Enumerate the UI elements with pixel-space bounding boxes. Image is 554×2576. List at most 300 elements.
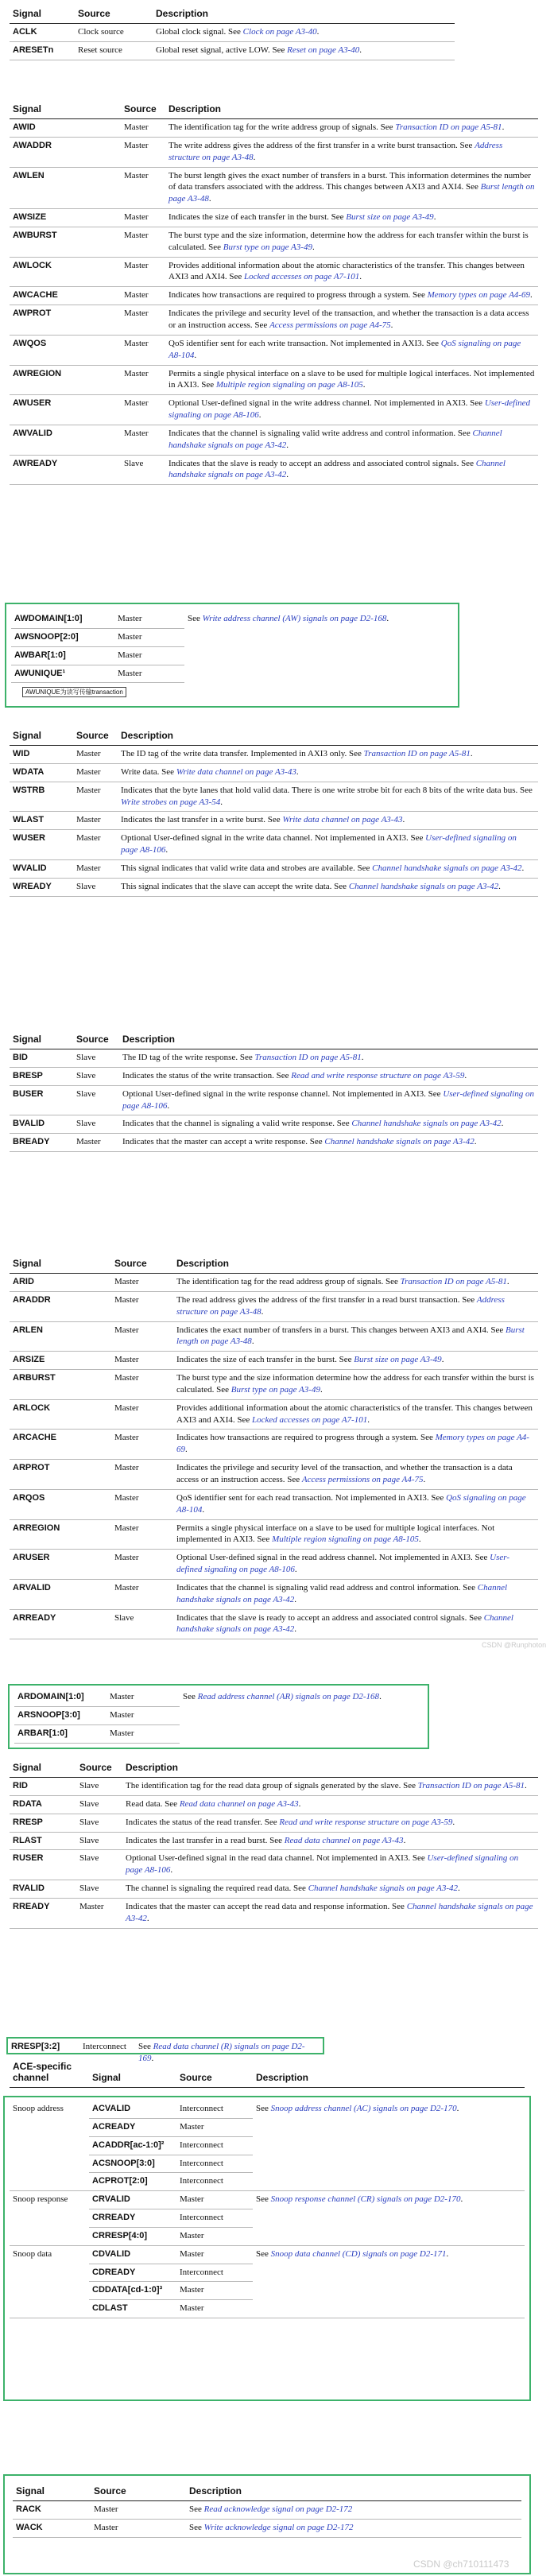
- description-text: Indicates that the channel is signaling valid read address and control information. See: [176, 1582, 478, 1593]
- signal-name: ARID: [10, 1274, 111, 1292]
- signal-description: [180, 1689, 424, 1743]
- signal-name: ARLOCK: [10, 1399, 111, 1430]
- signal-name: CDDATA[cd-1:0]³: [89, 2282, 176, 2300]
- cross-reference-link[interactable]: QoS signaling on page A8-104: [176, 1492, 526, 1515]
- description-tail: .: [298, 1798, 301, 1809]
- signal-name: AWBAR[1:0]: [11, 646, 114, 665]
- description-text: Indicates the exact number of transfers in a burst. This changes between AXI3 and AXI4. See: [176, 1325, 506, 1335]
- description-text: Indicates the privilege and security level of the transaction, and whether the transaction is a data access or an instruction access. See: [169, 308, 529, 330]
- cross-reference-link[interactable]: Read data channel (R) signals on page D2-169: [138, 2042, 305, 2063]
- description-text: The burst length gives the exact number of transfers in a burst. This information determines the number of data transfers associated with the address. This changes between AXI3 and AXI4. See: [169, 170, 531, 192]
- signal-description: [253, 2101, 525, 2191]
- signal-description: [173, 1370, 538, 1400]
- signal-source: Master: [121, 137, 165, 167]
- table-row: [10, 2101, 525, 2118]
- signal-description: [122, 1832, 538, 1850]
- signal-name: ACREADY: [89, 2118, 176, 2136]
- cross-reference-link[interactable]: Address structure on page A3-48: [176, 1294, 505, 1317]
- description-tail: .: [501, 1119, 504, 1129]
- cross-reference-link[interactable]: Read address channel (AR) signals on page D2-168: [197, 1692, 380, 1701]
- cross-reference-link[interactable]: Address structure on page A3-48: [169, 140, 503, 162]
- signal-description: [165, 227, 538, 257]
- description-tail: .: [529, 290, 533, 301]
- table-row: [10, 1814, 538, 1832]
- signal-source: Master: [107, 1706, 180, 1724]
- cross-reference-link[interactable]: Locked accesses on page A7-101: [252, 1414, 368, 1425]
- cross-reference-link[interactable]: Burst type on page A3-49: [231, 1384, 320, 1395]
- signal-description: [165, 365, 538, 395]
- description-text: The identification tag for the write address group of signals. See: [169, 122, 396, 132]
- col-header-signal: Signal: [10, 727, 73, 746]
- signal-description: [165, 335, 538, 365]
- signal-description: [165, 167, 538, 209]
- description-text: Optional User-defined signal in the write address channel. Not implemented in AXI3. See: [169, 398, 485, 409]
- table-row: [10, 287, 538, 305]
- signal-description: [153, 41, 455, 60]
- cross-reference-link[interactable]: Transaction ID on page A5-81: [417, 1781, 525, 1790]
- signal-name: AWREGION: [10, 365, 121, 395]
- signal-name: ARCACHE: [10, 1430, 111, 1460]
- signal-description: [122, 1850, 538, 1880]
- table-row: [10, 1085, 538, 1115]
- description-text: Provides additional information about the atomic characteristics of the transfer. This changes between AXI3 and AXI4. See: [169, 260, 525, 282]
- cross-reference-link[interactable]: Memory types on page A4-69: [176, 1433, 529, 1455]
- signal-source: Master: [176, 2282, 253, 2300]
- signal-description: [165, 305, 538, 336]
- signal-description: [118, 830, 538, 860]
- description-tail: .: [251, 1336, 254, 1347]
- read-address-table: [10, 1255, 538, 1639]
- signal-source: Master: [111, 1399, 173, 1430]
- cross-reference-link[interactable]: Write acknowledge signal on page D2-172: [203, 2522, 354, 2532]
- cross-reference-link[interactable]: Channel handshake signals on page A3-42: [126, 1901, 533, 1923]
- cross-reference-link[interactable]: User-defined signaling on page A8-106: [121, 833, 517, 855]
- description-tail: .: [456, 2104, 459, 2113]
- cross-reference-link[interactable]: Channel handshake signals on page A3-42: [324, 1137, 475, 1147]
- cross-reference-link[interactable]: Burst size on page A3-49: [346, 212, 434, 223]
- table-row: [10, 137, 538, 167]
- description-text: Indicates that the master can accept the read data and response information. See: [126, 1901, 407, 1911]
- signal-source: Master: [121, 365, 165, 395]
- signal-source: Master: [107, 1724, 180, 1743]
- signal-description: [119, 1134, 538, 1152]
- signal-name: ARBURST: [10, 1370, 111, 1400]
- signal-source: Master: [111, 1291, 173, 1321]
- signal-source: Master: [176, 2191, 253, 2209]
- signal-source: Slave: [76, 1832, 122, 1850]
- signal-source: Master: [73, 1134, 119, 1152]
- col-header-description: Description: [165, 100, 538, 119]
- cross-reference-link[interactable]: Clock on page A3-40: [242, 27, 317, 37]
- signal-source: Slave: [73, 1067, 119, 1085]
- write-address-section: [10, 100, 538, 485]
- table-row: [10, 746, 538, 764]
- signal-source: Slave: [76, 1814, 122, 1832]
- table-row: [10, 1832, 538, 1850]
- col-header-source: Source: [91, 2482, 186, 2501]
- table-row: [10, 1550, 538, 1580]
- description-tail: .: [286, 440, 289, 450]
- cross-reference-link[interactable]: Snoop data channel (CD) signals on page D2-171: [270, 2248, 447, 2259]
- cross-reference-link[interactable]: User-defined signaling on page A8-106: [126, 1853, 519, 1876]
- description-tail: .: [165, 845, 169, 855]
- cross-reference-link[interactable]: Write data channel on page A3-43: [282, 815, 403, 825]
- table-row: [10, 2245, 525, 2264]
- cross-reference-link[interactable]: Snoop address channel (AC) signals on page D2-170: [270, 2104, 457, 2113]
- signal-source: Master: [107, 1689, 180, 1706]
- signal-name: ACLK: [10, 24, 75, 42]
- ar-ace-extension-table: [14, 1689, 424, 1744]
- signal-name: RLAST: [10, 1832, 76, 1850]
- signal-description: [119, 1067, 538, 1085]
- signal-source: Master: [121, 227, 165, 257]
- table-row: [10, 425, 538, 455]
- description-text: See: [256, 2104, 271, 2113]
- signal-name: WACK: [13, 2519, 91, 2537]
- cross-reference-link[interactable]: Read data channel on page A3-43: [284, 1835, 404, 1845]
- signal-description: [118, 878, 538, 896]
- cross-reference-link[interactable]: Transaction ID on page A5-81: [363, 749, 471, 758]
- signal-name: WSTRB: [10, 782, 73, 812]
- cross-reference-link[interactable]: Read and write response structure on page A3-59: [279, 1817, 453, 1827]
- table-row: [10, 1115, 538, 1134]
- cross-reference-link[interactable]: Memory types on page A4-69: [427, 290, 530, 301]
- signal-source: Slave: [76, 1850, 122, 1880]
- cross-reference-link[interactable]: Channel handshake signals on page A3-42: [169, 458, 506, 480]
- description-tail: .: [359, 272, 362, 282]
- ack-signals-table: [13, 2482, 521, 2538]
- signal-name: BREADY: [10, 1134, 73, 1152]
- cross-reference-link[interactable]: Channel handshake signals on page A3-42: [351, 1119, 502, 1129]
- col-header-source: Source: [73, 727, 118, 746]
- description-tail: .: [194, 350, 197, 360]
- signal-description: [173, 1291, 538, 1321]
- signal-source: Interconnect: [176, 2136, 253, 2155]
- signal-name: WID: [10, 746, 73, 764]
- description-tail: .: [261, 1306, 264, 1317]
- signal-description: [165, 209, 538, 227]
- cross-reference-link[interactable]: Transaction ID on page A5-81: [254, 1053, 362, 1062]
- signal-description: [165, 119, 538, 138]
- cross-reference-link[interactable]: Transaction ID on page A5-81: [395, 122, 502, 132]
- signal-name: AWBURST: [10, 227, 121, 257]
- description-text: Optional User-defined signal in the write data channel. Not implemented in AXI3. See: [121, 833, 426, 844]
- signal-name: AWPROT: [10, 305, 121, 336]
- description-text: Indicates that the channel is signaling valid write address and control information. See: [169, 428, 473, 438]
- description-text: Indicates how transactions are required to progress through a system. See: [176, 1433, 436, 1443]
- ace-header: [10, 2058, 525, 2088]
- signal-source: Master: [73, 859, 118, 878]
- signal-source: Slave: [73, 1085, 119, 1115]
- signal-description: [173, 1321, 538, 1352]
- signal-source: Master: [111, 1579, 173, 1609]
- table-row: [10, 395, 538, 425]
- description-text: Indicates the last transfer in a read burst. See: [126, 1835, 285, 1845]
- description-text: Indicates that the slave is ready to accept an address and associated control signals. See: [176, 1612, 484, 1623]
- signal-source: Master: [121, 305, 165, 336]
- description-tail: .: [253, 152, 256, 162]
- col-header-channel: ACE-specific channel: [10, 2058, 89, 2088]
- col-header-description: Description: [173, 1255, 538, 1274]
- description-tail: .: [403, 1835, 406, 1845]
- cross-reference-link[interactable]: Burst length on page A3-48: [176, 1325, 525, 1347]
- signal-source: Master: [114, 665, 184, 683]
- signal-source: Master: [111, 1489, 173, 1519]
- signal-description: [173, 1430, 538, 1460]
- signal-description: [118, 812, 538, 830]
- signal-name: AWCACHE: [10, 287, 121, 305]
- description-tail: .: [521, 863, 525, 873]
- table-row: [10, 305, 538, 336]
- cross-reference-link[interactable]: Channel handshake signals on page A3-42: [169, 428, 502, 450]
- description-tail: .: [320, 1384, 323, 1395]
- signal-name: RREADY: [10, 1898, 76, 1928]
- table-row: [10, 41, 455, 60]
- description-text: Indicates that the channel is signaling a valid write response. See: [122, 1119, 352, 1129]
- cross-reference-link[interactable]: User-defined signaling on page A8-106: [169, 398, 531, 421]
- signal-description: [253, 2191, 525, 2246]
- cross-reference-link[interactable]: Access permissions on page A4-75: [301, 1474, 424, 1484]
- cross-reference-link[interactable]: Channel handshake signals on page A3-42: [348, 881, 499, 891]
- table-row: [10, 1399, 538, 1430]
- signal-source: Master: [91, 2501, 186, 2520]
- watermark-ar: CSDN @Runphoton: [482, 1641, 547, 1649]
- cross-reference-link[interactable]: Channel handshake signals on page A3-42: [176, 1612, 513, 1635]
- cross-reference-link[interactable]: Snoop response channel (CR) signals on page D2-170: [270, 2194, 461, 2205]
- cross-reference-link[interactable]: Burst length on page A3-48: [169, 182, 535, 204]
- description-text: See: [183, 1692, 198, 1701]
- ace-header-table: [10, 2058, 525, 2088]
- cross-reference-link[interactable]: Write data channel on page A3-43: [176, 766, 296, 777]
- description-text: Global clock signal. See: [156, 27, 243, 37]
- description-text: The read address gives the address of the first transfer in a read burst transaction. See: [176, 1294, 477, 1305]
- cross-reference-link[interactable]: Write address channel (AW) signals on page D2-168: [202, 614, 387, 623]
- signal-source: Master: [91, 2519, 186, 2537]
- signal-source: Master: [111, 1370, 173, 1400]
- description-tail: .: [185, 1445, 188, 1455]
- cross-reference-link[interactable]: QoS signaling on page A8-104: [169, 338, 521, 360]
- cross-reference-link[interactable]: Multiple region signaling on page A8-105: [272, 1534, 419, 1545]
- signal-source: Slave: [111, 1609, 173, 1639]
- signal-name: ACSNOOP[3:0]: [89, 2155, 176, 2173]
- signal-source: Master: [176, 2300, 253, 2318]
- watermark-bottom: CSDN @ch710111473: [413, 2559, 509, 2570]
- description-text: Read data. See: [126, 1798, 180, 1809]
- signal-name: RDATA: [10, 1795, 76, 1814]
- cross-reference-link[interactable]: Channel handshake signals on page A3-42: [176, 1582, 508, 1604]
- cross-reference-link[interactable]: Multiple region signaling on page A8-105: [215, 380, 363, 390]
- description-tail: .: [220, 797, 223, 807]
- signal-description: [122, 1898, 538, 1928]
- signal-source: Master: [114, 628, 184, 646]
- signal-source: Slave: [76, 1880, 122, 1899]
- aw-ace-extension-table: [11, 611, 452, 683]
- table-row: [10, 227, 538, 257]
- description-tail: .: [418, 1534, 421, 1545]
- table-row: [10, 782, 538, 812]
- signal-name: WDATA: [10, 763, 73, 782]
- signal-name: ACPROT[2:0]: [89, 2173, 176, 2191]
- cross-reference-link[interactable]: Read and write response structure on page A3-59: [291, 1070, 465, 1080]
- signal-description: [118, 746, 538, 764]
- description-tail: .: [170, 1865, 173, 1876]
- description-text: Indicates how transactions are required to progress through a system. See: [169, 290, 428, 301]
- description-tail: .: [294, 1594, 297, 1604]
- signal-description: [173, 1609, 538, 1639]
- signal-description: [173, 1274, 538, 1292]
- col-header-source: Source: [75, 5, 153, 24]
- description-tail: .: [208, 194, 211, 204]
- cross-reference-link[interactable]: Transaction ID on page A5-81: [400, 1277, 507, 1286]
- signal-source: Interconnect: [176, 2101, 253, 2118]
- write-data-section: [10, 727, 538, 897]
- col-header-description: Description: [186, 2482, 521, 2501]
- signal-name: ARDOMAIN[1:0]: [14, 1689, 107, 1706]
- table-row: [10, 1291, 538, 1321]
- signal-description: [173, 1489, 538, 1519]
- description-text: See: [256, 2248, 271, 2259]
- rresp-extension-box: [6, 2037, 324, 2063]
- table-row: [10, 763, 538, 782]
- signal-source: Master: [111, 1460, 173, 1490]
- description-text: The ID tag of the write data transfer. Implemented in AXI3 only. See: [121, 749, 364, 758]
- cross-reference-link[interactable]: Locked accesses on page A7-101: [244, 272, 360, 282]
- description-tail: .: [458, 1884, 460, 1894]
- signal-source: Interconnect: [176, 2209, 253, 2228]
- cross-reference-link[interactable]: Read data channel on page A3-43: [179, 1798, 299, 1809]
- table-row: [10, 257, 538, 287]
- signal-name: ARUSER: [10, 1550, 111, 1580]
- signal-name: AWVALID: [10, 425, 121, 455]
- description-tail: .: [258, 410, 262, 421]
- description-text: The identification tag for the read address group of signals. See: [176, 1277, 401, 1286]
- signal-name: AWLEN: [10, 167, 121, 209]
- signal-name: RACK: [13, 2501, 91, 2520]
- signal-source: Master: [76, 1898, 122, 1928]
- signal-name: AWLOCK: [10, 257, 121, 287]
- signal-source: Master: [73, 830, 118, 860]
- table-row: [10, 1370, 538, 1400]
- signal-source: Master: [121, 209, 165, 227]
- col-header-source: Source: [76, 1759, 122, 1778]
- signal-source: Slave: [76, 1795, 122, 1814]
- awunique-annotation: AWUNIQUE为读写传输transaction: [22, 687, 126, 697]
- cross-reference-link[interactable]: Reset on page A3-40: [287, 45, 360, 55]
- signal-source: Master: [111, 1430, 173, 1460]
- signal-name: BRESP: [10, 1067, 73, 1085]
- col-header-signal: Signal: [89, 2058, 176, 2088]
- signal-name: ACADDR[ac-1:0]²: [89, 2136, 176, 2155]
- signal-name: AWSNOOP[2:0]: [11, 628, 114, 646]
- signal-name: ARSNOOP[3:0]: [14, 1706, 107, 1724]
- col-header-signal: Signal: [10, 1759, 76, 1778]
- description-text: See: [189, 2504, 204, 2514]
- description-tail: .: [446, 2248, 449, 2259]
- description-tail: .: [202, 1504, 205, 1515]
- signal-description: [118, 782, 538, 812]
- signal-name: RVALID: [10, 1880, 76, 1899]
- description-text: Indicates the status of the read transfer. See: [126, 1817, 280, 1827]
- read-data-section: [10, 1759, 538, 1929]
- description-tail: .: [146, 1913, 149, 1923]
- description-tail: .: [386, 614, 389, 623]
- cross-reference-link[interactable]: Read acknowledge signal on page D2-172: [203, 2504, 353, 2514]
- signal-source: Master: [121, 335, 165, 365]
- description-text: Indicates that the slave is ready to accept an address and associated control signals. See: [169, 458, 476, 468]
- ace-channels-box: [3, 2096, 531, 2401]
- signal-source: Master: [73, 763, 118, 782]
- cross-reference-link[interactable]: Write strobes on page A3-54: [121, 797, 221, 807]
- description-text: QoS identifier sent for each write transaction. Not implemented in AXI3. See: [169, 338, 441, 348]
- description-text: The identification tag for the read data group of signals generated by the slave. See: [126, 1781, 418, 1790]
- signal-name: CDREADY: [89, 2264, 176, 2282]
- signal-source: Master: [176, 2227, 253, 2245]
- signal-source: Reset source: [75, 41, 153, 60]
- signal-name: ARQOS: [10, 1489, 111, 1519]
- signal-source: Master: [111, 1550, 173, 1580]
- description-text: See: [189, 2522, 204, 2532]
- signal-description: [119, 1049, 538, 1068]
- cross-reference-link[interactable]: Burst type on page A3-49: [223, 242, 312, 252]
- signal-name: AWADDR: [10, 137, 121, 167]
- table-row: [14, 1689, 424, 1706]
- cross-reference-link[interactable]: Channel handshake signals on page A3-42: [372, 863, 522, 873]
- description-text: QoS identifier sent for each read transaction. Not implemented in AXI3. See: [176, 1492, 447, 1503]
- signal-source: Master: [176, 2118, 253, 2136]
- signal-name: WVALID: [10, 859, 73, 878]
- table-row: [10, 830, 538, 860]
- description-text: See: [188, 614, 203, 623]
- signal-source: Master: [111, 1321, 173, 1352]
- table-row: [10, 455, 538, 485]
- description-tail: .: [316, 27, 320, 37]
- col-header-source: Source: [176, 2058, 253, 2088]
- signal-description: [165, 137, 538, 167]
- signal-name: BUSER: [10, 1085, 73, 1115]
- table-row: [10, 119, 538, 138]
- cross-reference-link[interactable]: User-defined signaling on page A8-106: [122, 1088, 534, 1111]
- signal-source: Master: [73, 812, 118, 830]
- description-tail: .: [286, 470, 289, 480]
- description-tail: .: [502, 122, 505, 132]
- signal-description: [173, 1460, 538, 1490]
- signal-name: BID: [10, 1049, 73, 1068]
- signal-source: Master: [121, 257, 165, 287]
- signal-source: Master: [111, 1519, 173, 1550]
- signal-description: [119, 1115, 538, 1134]
- col-header-signal: Signal: [10, 100, 121, 119]
- col-header-signal: Signal: [10, 1030, 73, 1049]
- signal-name: CDLAST: [89, 2300, 176, 2318]
- table-row: [10, 1519, 538, 1550]
- table-row: [10, 1430, 538, 1460]
- cross-reference-link[interactable]: Access permissions on page A4-75: [269, 320, 391, 330]
- cross-reference-link[interactable]: Burst size on page A3-49: [354, 1355, 442, 1365]
- signal-name: ARSIZE: [10, 1352, 111, 1370]
- signal-source: Interconnect: [176, 2173, 253, 2191]
- description-text: The channel is signaling the required read data. See: [126, 1884, 308, 1894]
- cross-reference-link[interactable]: Channel handshake signals on page A3-42: [308, 1884, 459, 1894]
- signal-source: Slave: [73, 1049, 119, 1068]
- description-text: This signal indicates that valid write data and strobes are available. See: [121, 863, 373, 873]
- description-tail: .: [402, 815, 405, 825]
- description-tail: .: [506, 1277, 509, 1286]
- description-tail: .: [367, 1414, 370, 1425]
- cross-reference-link[interactable]: User-defined signaling on page A8-106: [176, 1553, 509, 1575]
- col-header-description: Description: [153, 5, 455, 24]
- description-text: Indicates the status of the write transaction. See: [122, 1070, 292, 1080]
- table-row: [10, 365, 538, 395]
